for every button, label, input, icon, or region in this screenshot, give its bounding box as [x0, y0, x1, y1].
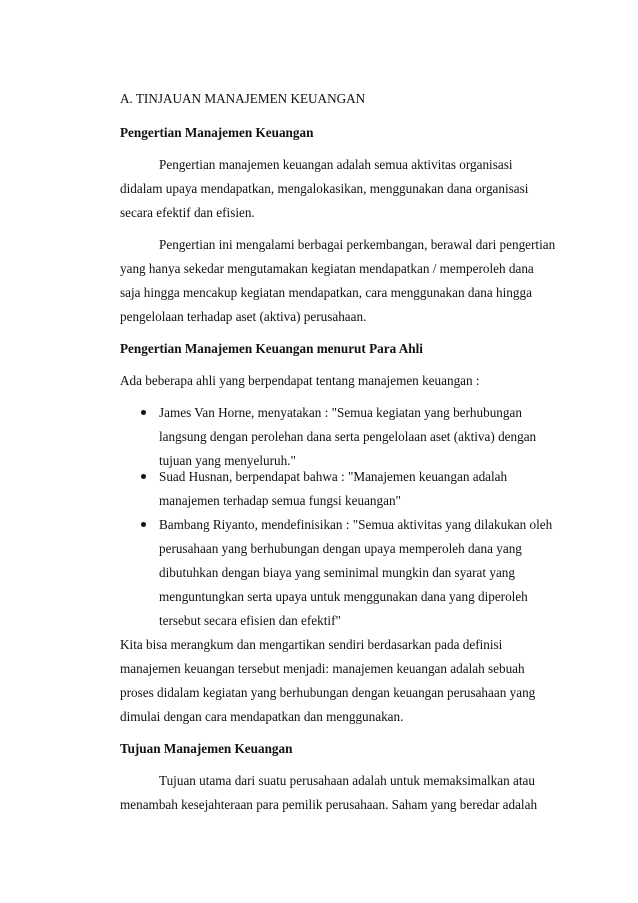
list-item-line: dibutuhkan dengan biaya yang seminimal mungkin dan syarat yang [159, 565, 515, 580]
paragraph-line: Pengertian ini mengalami berbagai perkembangan, berawal dari pengertian [159, 237, 556, 252]
list-item-line: James Van Horne, menyatakan : "Semua kegiatan yang berhubungan [159, 405, 522, 420]
paragraph-line: Kita bisa merangkum dan mengartikan sendiri berdasarkan pada definisi [120, 637, 503, 652]
paragraph-line: Ada beberapa ahli yang berpendapat tentang manajemen keuangan : [120, 373, 480, 388]
list-item-line: manajemen terhadap semua fungsi keuangan" [159, 493, 401, 508]
paragraph-line: Pengertian manajemen keuangan adalah semua aktivitas organisasi [159, 157, 513, 172]
section-title: A. TINJAUAN MANAJEMEN KEUANGAN [120, 91, 366, 106]
paragraph-line: pengelolaan terhadap aset (aktiva) perusahaan. [120, 309, 367, 324]
list-item-line: Suad Husnan, berpendapat bahwa : "Manajemen keuangan adalah [159, 469, 508, 484]
paragraph-line: manajemen keuangan tersebut menjadi: manajemen keuangan adalah sebuah [120, 661, 525, 676]
bullet-icon [141, 474, 146, 479]
paragraph-line: saja hingga mencakup kegiatan mendapatkan, cara menggunakan dana hingga [120, 285, 532, 300]
paragraph-line: didalam upaya mendapatkan, mengalokasikan, menggunakan dana organisasi [120, 181, 529, 196]
list-item-line: tujuan yang menyeluruh." [159, 453, 296, 468]
list-item-line: Bambang Riyanto, mendefinisikan : "Semua aktivitas yang dilakukan oleh [159, 517, 553, 532]
paragraph-line: Tujuan utama dari suatu perusahaan adalah untuk memaksimalkan atau [159, 773, 535, 788]
bullet-icon [141, 522, 146, 527]
bullet-icon [141, 410, 146, 415]
paragraph-line: dimulai dengan cara mendapatkan dan menggunakan. [120, 709, 404, 724]
list-item-line: perusahaan yang berhubungan dengan upaya memperoleh dana yang [159, 541, 522, 556]
list-item-line: langsung dengan perolehan dana serta pengelolaan aset (aktiva) dengan [159, 429, 537, 444]
paragraph-line: yang hanya sekedar mengutamakan kegiatan mendapatkan / memperoleh dana [120, 261, 534, 276]
list-item-line: tersebut secara efisien dan efektif" [159, 613, 341, 628]
heading-menurut-para-ahli: Pengertian Manajemen Keuangan menurut Para Ahli [120, 341, 423, 356]
list-item-line: menguntungkan serta upaya untuk menggunakan dana yang diperoleh [159, 589, 528, 604]
paragraph-line: secara efektif dan efisien. [120, 205, 255, 220]
heading-tujuan: Tujuan Manajemen Keuangan [120, 741, 293, 756]
paragraph-line: proses didalam kegiatan yang berhubungan dengan keuangan perusahaan yang [120, 685, 536, 700]
heading-pengertian: Pengertian Manajemen Keuangan [120, 125, 314, 140]
paragraph-line: menambah kesejahteraan para pemilik perusahaan. Saham yang beredar adalah [120, 797, 538, 812]
